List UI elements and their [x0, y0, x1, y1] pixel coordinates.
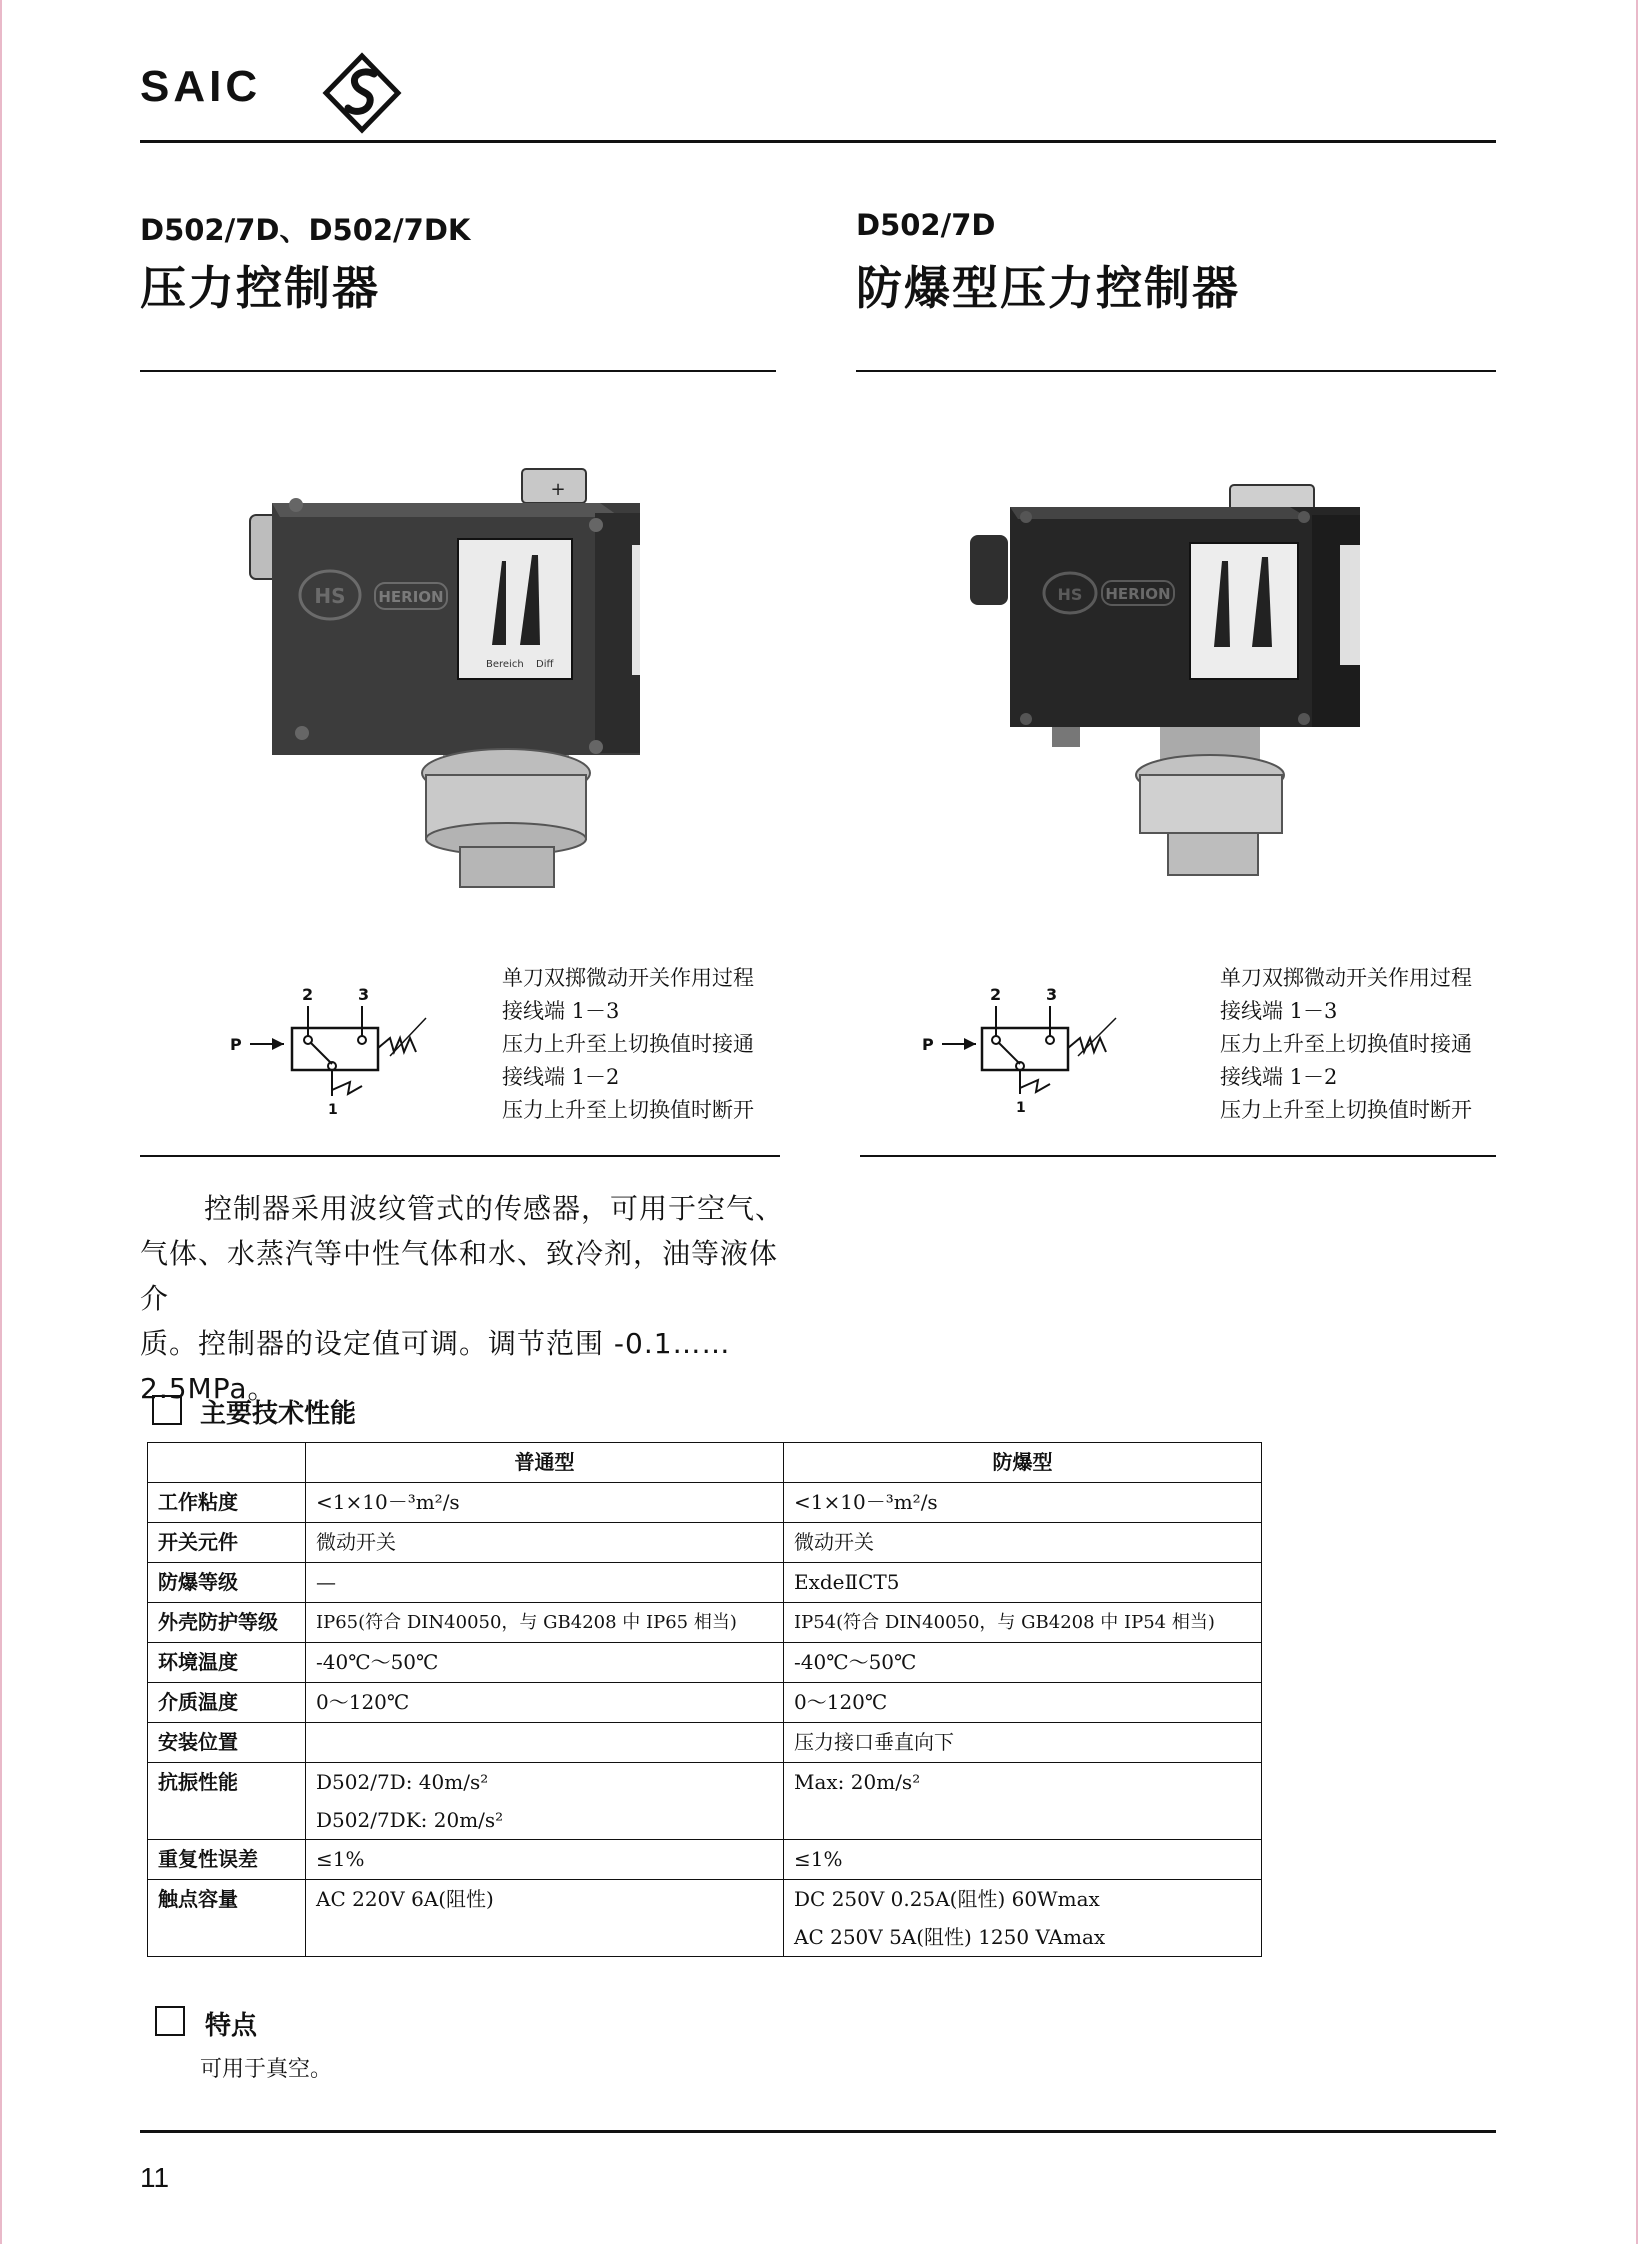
right-explanation	[1220, 962, 1472, 1127]
spec-explosion-value: ≤1%	[784, 1840, 1262, 1880]
right-explanation-line: 单刀双掷微动开关作用过程	[1220, 966, 1472, 990]
right-title: 防爆型压力控制器	[856, 261, 1240, 315]
spec-normal-value: IP65(符合 DIN40050，与 GB4208 中 IP65 相当)	[306, 1603, 784, 1643]
header-rule	[140, 140, 1496, 143]
spec-explosion-value: Max: 20m/s²	[784, 1763, 1262, 1840]
right-schematic-label-3: 3	[1046, 985, 1058, 1004]
specs-col-normal: 普通型	[306, 1443, 784, 1483]
left-schematic-label-2: 2	[302, 985, 314, 1004]
features-heading: 特点	[205, 2011, 258, 2041]
left-explanation-line: 压力上升至上切换值时接通	[502, 1032, 754, 1056]
right-schematic-p-label: P	[922, 1035, 934, 1054]
spec-explosion-value: ExdeⅡCT5	[784, 1563, 1262, 1603]
left-title-rule	[140, 370, 776, 372]
svg-text:Diff: Diff	[536, 659, 554, 670]
right-model: D502/7D	[856, 208, 996, 242]
spec-normal-value: —	[306, 1563, 784, 1603]
left-explanation-line: 接线端 1－3	[502, 999, 620, 1023]
spec-value-line: AC 250V 5A(阻性) 1250 VAmax	[794, 1925, 1106, 1949]
spec-label: 防爆等级	[148, 1563, 306, 1603]
left-product-photo	[240, 455, 640, 895]
table-row	[148, 1763, 1262, 1840]
table-row	[148, 1603, 1262, 1643]
description-line: 质。控制器的设定值可调。调节范围 -0.1……	[140, 1327, 731, 1360]
features-checkbox-icon	[155, 2006, 185, 2036]
right-schematic-rule	[860, 1155, 1496, 1157]
spec-explosion-value: <1×10－³m²/s	[784, 1483, 1262, 1523]
right-explanation-line: 压力上升至上切换值时接通	[1220, 1032, 1472, 1056]
brand-name: SAIC	[140, 62, 262, 111]
spec-value-line: D502/7DK: 20m/s²	[316, 1808, 504, 1832]
spec-explosion-value: -40℃～50℃	[784, 1643, 1262, 1683]
left-schematic-label-3: 3	[358, 985, 370, 1004]
left-explanation-line: 压力上升至上切换值时断开	[502, 1098, 754, 1122]
left-photo-brand: HERION	[378, 588, 444, 606]
description-line: 2.5MPa。	[140, 1372, 277, 1405]
description-line: 气体、水蒸汽等中性气体和水、致冷剂，油等液体介	[140, 1237, 779, 1315]
right-product-photo	[960, 465, 1360, 895]
spec-normal-value: <1×10－³m²/s	[306, 1483, 784, 1523]
svg-text:+: +	[550, 479, 566, 500]
spec-normal-value: AC 220V 6A(阻性)	[306, 1880, 784, 1957]
spec-explosion-value: 压力接口垂直向下	[784, 1723, 1262, 1763]
left-title: 压力控制器	[140, 261, 380, 315]
specs-col-label	[148, 1443, 306, 1483]
right-schematic-label-1: 1	[1016, 1100, 1026, 1116]
spec-explosion-value: 微动开关	[784, 1523, 1262, 1563]
left-explanation	[502, 962, 754, 1127]
spec-normal-value: ≤1%	[306, 1840, 784, 1880]
spec-normal-value	[306, 1723, 784, 1763]
page-number: 11	[140, 2162, 170, 2193]
spec-label: 抗振性能	[148, 1763, 306, 1840]
spec-explosion-value	[784, 1880, 1262, 1957]
right-photo-brand: HERION	[1105, 585, 1171, 603]
spec-normal-value: 微动开关	[306, 1523, 784, 1563]
features-text: 可用于真空。	[200, 2057, 333, 2082]
left-switch-schematic	[220, 978, 440, 1118]
table-row	[148, 1880, 1262, 1957]
spec-label: 工作粘度	[148, 1483, 306, 1523]
left-schematic-p-label: P	[230, 1035, 242, 1054]
left-model: D502/7D、D502/7DK	[140, 213, 471, 247]
spec-label: 介质温度	[148, 1683, 306, 1723]
spec-label: 触点容量	[148, 1880, 306, 1957]
specs-checkbox-icon	[152, 1395, 182, 1425]
svg-text:HS: HS	[1057, 585, 1083, 604]
table-row	[148, 1840, 1262, 1880]
table-row	[148, 1643, 1262, 1683]
spec-value-line: D502/7D: 40m/s²	[316, 1770, 489, 1794]
table-row	[148, 1483, 1262, 1523]
table-row	[148, 1523, 1262, 1563]
description-line: 控制器采用波纹管式的传感器，可用于空气、	[204, 1192, 785, 1225]
spec-label: 重复性误差	[148, 1840, 306, 1880]
right-title-rule	[856, 370, 1496, 372]
right-explanation-line: 接线端 1－3	[1220, 999, 1338, 1023]
spec-normal-value	[306, 1763, 784, 1840]
brand-logo-icon	[322, 52, 402, 134]
description	[140, 1186, 800, 1411]
page-edge-left	[0, 0, 2, 2244]
specs-table	[147, 1442, 1262, 1957]
table-row	[148, 1723, 1262, 1763]
right-switch-schematic	[918, 982, 1138, 1122]
spec-normal-value: -40℃～50℃	[306, 1643, 784, 1683]
left-schematic-rule	[140, 1155, 780, 1157]
specs-header-row	[148, 1443, 1262, 1483]
footer-rule	[140, 2130, 1496, 2133]
table-row	[148, 1563, 1262, 1603]
left-explanation-line: 单刀双掷微动开关作用过程	[502, 966, 754, 990]
spec-value-line: DC 250V 0.25A(阻性) 60Wmax	[794, 1887, 1100, 1911]
right-schematic-label-2: 2	[990, 985, 1002, 1004]
left-schematic-label-1: 1	[328, 1102, 338, 1118]
spec-label: 安装位置	[148, 1723, 306, 1763]
specs-heading: 主要技术性能	[200, 1399, 357, 1429]
spec-explosion-value: IP54(符合 DIN40050，与 GB4208 中 IP54 相当)	[784, 1603, 1262, 1643]
spec-normal-value: 0～120℃	[306, 1683, 784, 1723]
right-explanation-line: 压力上升至上切换值时断开	[1220, 1098, 1472, 1122]
svg-text:Bereich: Bereich	[486, 659, 524, 670]
right-explanation-line: 接线端 1－2	[1220, 1065, 1338, 1089]
spec-explosion-value: 0～120℃	[784, 1683, 1262, 1723]
svg-text:HS: HS	[314, 584, 346, 608]
spec-label: 外壳防护等级	[148, 1603, 306, 1643]
spec-label: 开关元件	[148, 1523, 306, 1563]
left-explanation-line: 接线端 1－2	[502, 1065, 620, 1089]
spec-label: 环境温度	[148, 1643, 306, 1683]
table-row	[148, 1683, 1262, 1723]
specs-col-explosion: 防爆型	[784, 1443, 1262, 1483]
